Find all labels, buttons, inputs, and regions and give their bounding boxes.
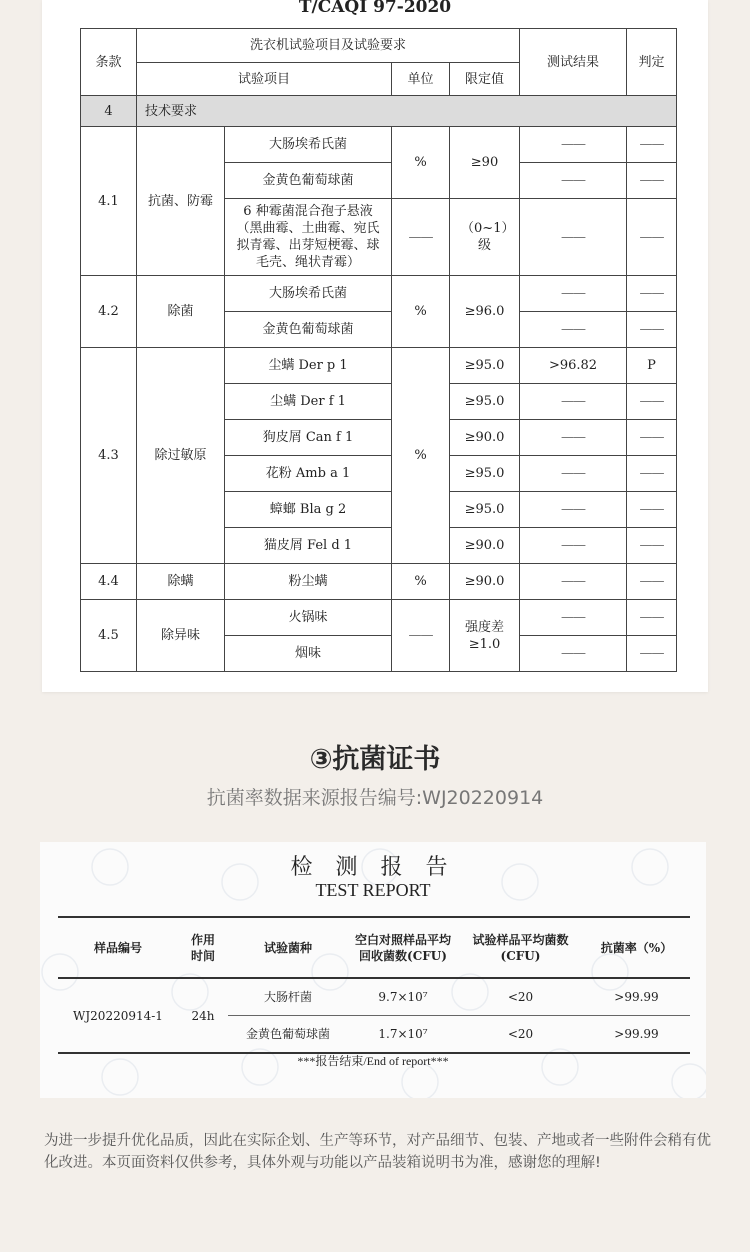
- report-table: [58, 916, 690, 1054]
- header-verdict: 判定: [627, 29, 677, 96]
- report-title-en: TEST REPORT: [315, 880, 431, 900]
- report-end-line: ***报告结束/End of report***: [297, 1054, 449, 1068]
- verdict-cell: ——: [627, 564, 677, 600]
- verdict-cell: ——: [627, 199, 677, 276]
- result-cell: >96.82: [520, 348, 627, 384]
- strain-cell: 金黄色葡萄球菌: [228, 1016, 348, 1054]
- sample-no: WJ20220914-1: [58, 978, 178, 1053]
- test-item: 尘螨 Der p 1: [225, 348, 392, 384]
- test-item: 金黄色葡萄球菌: [225, 163, 392, 199]
- result-cell: ——: [520, 600, 627, 636]
- verdict-cell: ——: [627, 420, 677, 456]
- unit-cell: %: [392, 127, 450, 199]
- result-cell: ——: [520, 312, 627, 348]
- test-item: 大肠埃希氏菌: [225, 127, 392, 163]
- clause-name: 抗菌、防霉: [137, 127, 225, 276]
- test-item: 猫皮屑 Fel d 1: [225, 528, 392, 564]
- verdict-cell: ——: [627, 312, 677, 348]
- test-item: 粉尘螨: [225, 564, 392, 600]
- result-cell: ——: [520, 636, 627, 672]
- clause-no: 4.5: [81, 600, 137, 672]
- verdict-cell: ——: [627, 528, 677, 564]
- header-limit: 限定值: [450, 63, 520, 96]
- report-title-cn: 检 测 报 告: [290, 855, 456, 880]
- clause-name: 除菌: [137, 276, 225, 348]
- certificate-subtitle: 抗菌率数据来源报告编号:WJ20220914: [206, 787, 544, 809]
- verdict-cell: ——: [627, 492, 677, 528]
- verdict-cell: P: [627, 348, 677, 384]
- test-item: 蟑螂 Bla g 2: [225, 492, 392, 528]
- result-cell: ——: [520, 199, 627, 276]
- result-cell: ——: [520, 163, 627, 199]
- section-title: 技术要求: [137, 96, 677, 127]
- test-count-cell: <20: [458, 978, 583, 1016]
- certificate-title: ③抗菌证书: [309, 744, 441, 775]
- result-cell: ——: [520, 127, 627, 163]
- result-cell: ——: [520, 276, 627, 312]
- standard-sheet: [42, 0, 708, 692]
- spec-table: [80, 28, 677, 672]
- limit-cell: ≥95.0: [450, 456, 520, 492]
- result-cell: ——: [520, 420, 627, 456]
- header-strain: 试验菌种: [228, 917, 348, 978]
- clause-no: 4.2: [81, 276, 137, 348]
- limit-cell: ≥90.0: [450, 420, 520, 456]
- verdict-cell: ——: [627, 127, 677, 163]
- header-clause: 条款: [81, 29, 137, 96]
- unit-cell: ——: [392, 600, 450, 672]
- unit-cell: %: [392, 564, 450, 600]
- header-sample-no: 样品编号: [58, 917, 178, 978]
- limit-cell: （0~1）级: [450, 199, 520, 276]
- rate-cell: >99.99: [583, 1016, 690, 1054]
- header-test-count: 试验样品平均菌数(CFU): [458, 917, 583, 978]
- result-cell: ——: [520, 528, 627, 564]
- rate-cell: >99.99: [583, 978, 690, 1016]
- limit-cell: ≥90: [450, 127, 520, 199]
- test-report-sheet: [40, 842, 706, 1098]
- unit-cell: %: [392, 348, 450, 564]
- test-count-cell: <20: [458, 1016, 583, 1054]
- clause-name: 除螨: [137, 564, 225, 600]
- clause-no: 4.3: [81, 348, 137, 564]
- standard-code: T/CAQI 97-2020: [298, 0, 452, 17]
- test-item: 花粉 Amb a 1: [225, 456, 392, 492]
- test-item: 狗皮屑 Can f 1: [225, 420, 392, 456]
- result-cell: ——: [520, 564, 627, 600]
- disclaimer-notice: 为进一步提升优化品质，因此在实际企划、生产等环节，对产品细节、包装、产地或者一些附件会稍有优化改进。本页面资料仅供参考，具体外观与功能以产品装箱说明书为准，感谢您的理解!: [44, 1133, 711, 1171]
- test-item: 烟味: [225, 636, 392, 672]
- test-item: 6 种霉菌混合孢子悬液（黑曲霉、土曲霉、宛氏拟青霉、出芽短梗霉、球毛壳、绳状青霉）: [225, 199, 392, 276]
- time-value: 24h: [178, 978, 228, 1053]
- limit-cell: 强度差≥1.0: [450, 600, 520, 672]
- verdict-cell: ——: [627, 276, 677, 312]
- header-time: 作用时间: [178, 917, 228, 978]
- section-no: 4: [81, 96, 137, 127]
- header-item: 试验项目: [137, 63, 392, 96]
- header-rate: 抗菌率（%）: [583, 917, 690, 978]
- verdict-cell: ——: [627, 636, 677, 672]
- unit-cell: %: [392, 276, 450, 348]
- header-result: 测试结果: [520, 29, 627, 96]
- clause-no: 4.1: [81, 127, 137, 276]
- limit-cell: ≥90.0: [450, 528, 520, 564]
- clause-name: 除异味: [137, 600, 225, 672]
- limit-cell: ≥90.0: [450, 564, 520, 600]
- result-cell: ——: [520, 384, 627, 420]
- blank-count-cell: 9.7×10⁷: [348, 978, 458, 1016]
- result-cell: ——: [520, 492, 627, 528]
- header-group: 洗衣机试验项目及试验要求: [137, 29, 520, 63]
- strain-cell: 大肠杆菌: [228, 978, 348, 1016]
- blank-count-cell: 1.7×10⁷: [348, 1016, 458, 1054]
- clause-name: 除过敏原: [137, 348, 225, 564]
- clause-no: 4.4: [81, 564, 137, 600]
- header-unit: 单位: [392, 63, 450, 96]
- test-item: 大肠埃希氏菌: [225, 276, 392, 312]
- limit-cell: ≥95.0: [450, 348, 520, 384]
- test-item: 尘螨 Der f 1: [225, 384, 392, 420]
- verdict-cell: ——: [627, 456, 677, 492]
- unit-cell: ——: [392, 199, 450, 276]
- limit-cell: ≥96.0: [450, 276, 520, 348]
- limit-cell: ≥95.0: [450, 384, 520, 420]
- limit-cell: ≥95.0: [450, 492, 520, 528]
- test-item: 金黄色葡萄球菌: [225, 312, 392, 348]
- verdict-cell: ——: [627, 163, 677, 199]
- test-item: 火锅味: [225, 600, 392, 636]
- result-cell: ——: [520, 456, 627, 492]
- verdict-cell: ——: [627, 384, 677, 420]
- verdict-cell: ——: [627, 600, 677, 636]
- header-blank-count: 空白对照样品平均回收菌数(CFU): [348, 917, 458, 978]
